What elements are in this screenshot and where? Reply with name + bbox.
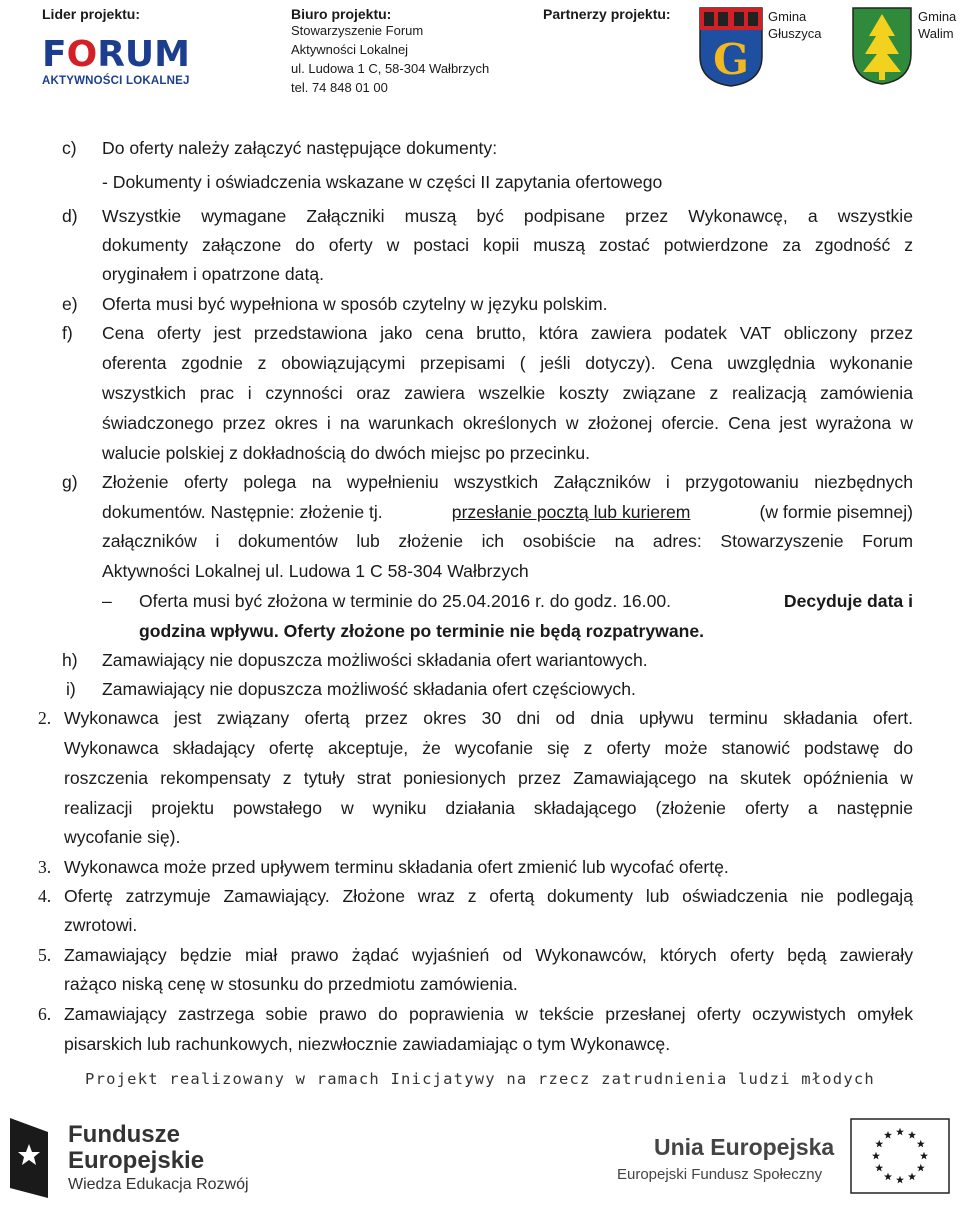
item-marker-h: h)	[62, 650, 78, 670]
ue-title: Unia Europejska	[654, 1134, 835, 1160]
paragraph-4-line: Ofertę zatrzymuje Zamawiający. Złożone wraz z ofertą dokumenty lub oświadczenia nie podlegają	[64, 886, 913, 906]
office-line: Aktywności Lokalnej	[291, 42, 409, 57]
gmina-gluszyca-name	[768, 8, 821, 42]
item-marker-c: c)	[62, 138, 77, 158]
office-label: Biuro projektu:	[291, 6, 392, 22]
forum-logo-rum: RUM	[97, 34, 190, 75]
item-f-line: oferenta zgodnie z obowiązującymi przepisami ( jeśli dotyczy). Cena uwzględnia wykonanie	[102, 353, 913, 373]
office-line: Stowarzyszenie Forum	[291, 23, 424, 38]
paragraph-number-4: 4.	[38, 886, 52, 906]
forum-logo-f: F	[42, 34, 67, 75]
item-e-text: Oferta musi być wypełniona w sposób czytelny w języku polskim.	[102, 294, 608, 314]
item-g-text: dokumentów. Następnie: złożenie tj.	[102, 502, 383, 522]
paragraph-number-2: 2.	[38, 708, 52, 728]
fe-word: Europejskie	[68, 1147, 205, 1174]
forum-logo	[42, 36, 192, 88]
item-g-text: (w formie pisemnej)	[759, 502, 913, 522]
item-marker-e: e)	[62, 294, 78, 314]
gluszyca-coat-of-arms-icon	[698, 6, 764, 88]
delivery-method-underlined: przesłanie pocztą lub kurierem	[451, 502, 691, 522]
office-line: tel. 74 848 01 00	[291, 80, 388, 95]
fe-title	[68, 1122, 204, 1174]
paragraph-3-line: Wykonawca może przed upływem terminu składania ofert zmienić lub wycofać ofertę.	[64, 857, 729, 877]
item-g-line: Złożenie oferty polega na wypełnieniu wszystkich Załączników i przygotowaniu niezbędnych	[102, 472, 913, 492]
gmina-walim-name	[918, 8, 956, 42]
forum-logo-o: O	[66, 34, 98, 75]
paragraph-4-line: zwrotowi.	[64, 915, 138, 935]
paragraph-number-6: 6.	[38, 1004, 52, 1024]
item-marker-d: d)	[62, 206, 78, 226]
fe-subtitle: Wiedza Edukacja Rozwój	[68, 1176, 249, 1193]
item-f-line: walucie polskiej z dokładnością do dwóch miejsc po przecinku.	[102, 443, 590, 463]
fundusze-europejskie-star-icon	[2, 1112, 52, 1202]
item-d-line: Wszystkie wymagane Załączniki muszą być podpisane przez Wykonawcę, a wszystkie	[102, 206, 913, 226]
item-f-line: wszystkich prac i czynności oraz zawiera wszelkie koszty związane z realizacją zamówienia	[102, 383, 913, 403]
item-i-text: Zamawiający nie dopuszcza możliwość składania ofert częściowych.	[102, 679, 636, 699]
paragraph-2-line: wycofanie się).	[64, 827, 181, 847]
paragraph-6-line: pisarskich lub rachunkowych, niezwłocznie zawiadamiając o tym Wykonawcę.	[64, 1034, 671, 1054]
item-marker-i: i)	[66, 679, 76, 699]
paragraph-2-line: roszczenia rekompensaty z tytuły strat poniesionych przez Zamawiającego na skutek opóźnienia w	[64, 768, 913, 788]
item-f-line: świadczonego przez okres i na warunkach określonych w złożonej ofercie. Cena jest wyrażona w	[102, 413, 913, 433]
item-c-text: Do oferty należy załączyć następujące dokumenty:	[102, 138, 498, 158]
paragraph-2-line: realizacji projektu powstałego w wyniku działania składającego (złożenie oferty a następnie	[64, 798, 913, 818]
item-d-line: oryginałem i opatrzone datą.	[102, 264, 325, 284]
gmina-word: Gmina	[768, 9, 807, 24]
project-motto: Projekt realizowany w ramach Inicjatywy na rzecz zatrudnienia ludzi młodych	[85, 1070, 875, 1088]
paragraph-2-line: Wykonawca jest związany ofertą przez okres 30 dni od dnia upływu terminu składania ofert.	[64, 708, 913, 728]
partners-label: Partnerzy projektu:	[543, 6, 671, 22]
office-line: ul. Ludowa 1 C, 58-304 Wałbrzych	[291, 61, 490, 76]
item-c-subitem: - Dokumenty i oświadczenia wskazane w części II zapytania ofertowego	[102, 172, 663, 192]
item-g-line: załączników i dokumentów lub złożenie ich osobiście na adres: Stowarzyszenie Forum	[102, 531, 913, 551]
gmina-word: Gmina	[918, 9, 957, 24]
item-f-line: Cena oferty jest przedstawiona jako cena brutto, która zawiera podatek VAT obliczony przez	[102, 323, 913, 343]
paragraph-6-line: Zamawiający zastrzega sobie prawo do poprawienia w tekście przesłanej oferty oczywistych omyłek	[64, 1004, 913, 1024]
deadline-bold-text: godzina wpływu. Oferty złożone po terminie nie będą rozpatrywane.	[139, 621, 705, 641]
item-g-line	[102, 501, 913, 523]
fe-word: Fundusze	[68, 1121, 180, 1148]
walim-coat-of-arms-icon	[851, 6, 913, 86]
gluszyca-letter: G	[713, 35, 749, 84]
paragraph-number-3: 3.	[38, 857, 52, 877]
deadline-bold-text: Decyduje data i	[783, 591, 913, 611]
deadline-text: Oferta musi być złożona w terminie do 25.04.2016 r. do godz. 16.00.	[139, 591, 672, 611]
lead-label: Lider projektu:	[42, 6, 141, 22]
gmina-city: Głuszyca	[768, 26, 822, 41]
forum-logo-subtitle: AKTYWNOŚCI LOKALNEJ	[42, 75, 190, 87]
item-h-text: Zamawiający nie dopuszcza możliwości składania ofert wariantowych.	[102, 650, 648, 670]
paragraph-5-line: Zamawiający będzie miał prawo żądać wyjaśnień od Wykonawców, których oferty będą zawierały	[64, 945, 913, 965]
eu-flag-icon	[850, 1118, 950, 1194]
item-marker-g: g)	[62, 472, 78, 492]
paragraph-number-5: 5.	[38, 945, 52, 965]
item-marker-f: f)	[62, 323, 73, 343]
paragraph-5-line: rażąco niską cenę w stosunku do przedmiotu zamówienia.	[64, 974, 518, 994]
office-address	[291, 21, 489, 97]
item-d-line: dokumenty załączone do oferty w postaci kopii muszą zostać potwierdzone za zgodność z	[102, 235, 913, 255]
deadline-line	[139, 590, 913, 612]
paragraph-2-line: Wykonawca składający ofertę akceptuje, że wycofanie się z oferty może stanowić podstawę do	[64, 738, 913, 758]
gmina-city: Walim	[918, 26, 954, 41]
deadline-line	[139, 620, 704, 642]
ue-subtitle: Europejski Fundusz Społeczny	[617, 1166, 823, 1183]
item-g-line: Aktywności Lokalnej ul. Ludowa 1 C 58-304 Wałbrzych	[102, 561, 529, 581]
dash-marker: –	[102, 591, 112, 611]
